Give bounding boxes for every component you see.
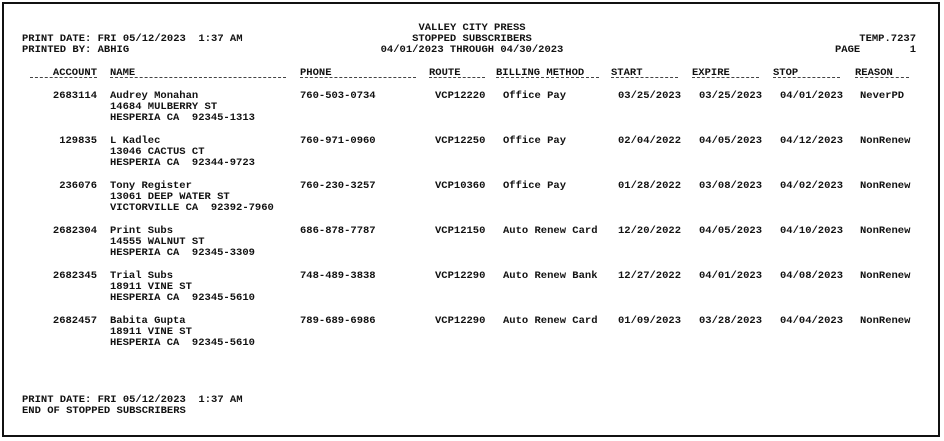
table-row [0,180,944,224]
street-cell: 13061 DEEP WATER ST [110,191,230,203]
reason-cell: NonRenew [860,225,911,237]
col-account: ACCOUNT [52,67,97,79]
stop-cell: 04/02/2023 [780,180,844,192]
street-cell: 18911 VINE ST [110,326,192,338]
billing-cell: Office Pay [503,180,567,192]
name-cell: Babita Gupta [110,315,186,327]
col-reason: REASON [855,67,893,79]
col-underline [692,77,759,78]
route-cell: VCP10360 [435,180,486,192]
name-cell: Audrey Monahan [110,90,199,102]
street-cell: 14555 WALNUT ST [110,236,205,248]
account-cell: 2683114 [52,90,97,102]
phone-cell: 760-503-0734 [300,90,376,102]
route-cell: VCP12290 [435,270,486,282]
page-number: 1 [909,44,916,56]
billing-cell: Auto Renew Card [503,225,598,237]
phone-cell: 760-971-0960 [300,135,376,147]
phone-cell: 789-689-6986 [300,315,376,327]
city-cell: HESPERIA CA 92345-1313 [110,112,255,124]
name-cell: Trial Subs [110,270,174,282]
col-phone: PHONE [300,67,332,79]
stop-cell: 04/04/2023 [780,315,844,327]
col-route: ROUTE [429,67,461,79]
stop-cell: 04/12/2023 [780,135,844,147]
col-underline [855,77,909,78]
col-start: START [611,67,643,79]
city-cell: HESPERIA CA 92345-3309 [110,247,255,259]
start-cell: 01/09/2023 [618,315,682,327]
col-underline [429,77,485,78]
street-cell: 18911 VINE ST [110,281,192,293]
template-id: TEMP.7237 [859,33,916,45]
phone-cell: 748-489-3838 [300,270,376,282]
account-cell: 2682457 [52,315,97,327]
col-name: NAME [110,67,136,79]
col-underline [30,77,97,78]
start-cell: 12/20/2022 [618,225,682,237]
street-cell: 13046 CACTUS CT [110,146,205,158]
account-cell: 129835 [59,135,97,147]
account-cell: 236076 [59,180,97,192]
route-cell: VCP12290 [435,315,486,327]
footer-end-line: END OF STOPPED SUBSCRIBERS [22,405,186,417]
stop-cell: 04/08/2023 [780,270,844,282]
col-underline [773,77,840,78]
reason-cell: NeverPD [860,90,905,102]
expire-cell: 04/05/2023 [699,225,763,237]
billing-cell: Auto Renew Card [503,315,598,327]
table-row [0,225,944,269]
col-underline [496,77,599,78]
col-underline [300,77,416,78]
start-cell: 02/04/2022 [618,135,682,147]
start-cell: 12/27/2022 [618,270,682,282]
account-cell: 2682345 [52,270,97,282]
billing-cell: Office Pay [503,135,567,147]
street-cell: 14684 MULBERRY ST [110,101,218,113]
billing-cell: Auto Renew Bank [503,270,598,282]
phone-cell: 760-230-3257 [300,180,376,192]
col-billing: BILLING METHOD [496,67,585,79]
col-underline [611,77,678,78]
expire-cell: 04/01/2023 [699,270,763,282]
expire-cell: 03/25/2023 [699,90,763,102]
printed-by: PRINTED BY: ABHIG [22,44,130,56]
city-cell: VICTORVILLE CA 92392-7960 [110,202,274,214]
print-date: PRINT DATE: FRI 05/12/2023 1:37 AM [22,33,243,45]
start-cell: 03/25/2023 [618,90,682,102]
account-cell: 2682304 [52,225,97,237]
billing-cell: Office Pay [503,90,567,102]
expire-cell: 03/08/2023 [699,180,763,192]
report-subtitle: STOPPED SUBSCRIBERS [412,33,532,45]
report-title: VALLEY CITY PRESS [418,22,526,34]
reason-cell: NonRenew [860,315,911,327]
reason-cell: NonRenew [860,270,911,282]
city-cell: HESPERIA CA 92344-9723 [110,157,255,169]
route-cell: VCP12150 [435,225,486,237]
expire-cell: 03/28/2023 [699,315,763,327]
name-cell: L Kadlec [110,135,161,147]
name-cell: Print Subs [110,225,174,237]
route-cell: VCP12250 [435,135,486,147]
start-cell: 01/28/2022 [618,180,682,192]
table-row [0,270,944,314]
reason-cell: NonRenew [860,135,911,147]
table-row [0,135,944,179]
route-cell: VCP12220 [435,90,486,102]
col-underline [110,77,286,78]
city-cell: HESPERIA CA 92345-5610 [110,337,255,349]
name-cell: Tony Register [110,180,192,192]
date-range: 04/01/2023 THROUGH 04/30/2023 [380,44,564,56]
phone-cell: 686-878-7787 [300,225,376,237]
page-label: PAGE [835,44,861,56]
table-row [0,315,944,359]
col-stop: STOP [773,67,799,79]
table-row [0,90,944,134]
expire-cell: 04/05/2023 [699,135,763,147]
stop-cell: 04/10/2023 [780,225,844,237]
stop-cell: 04/01/2023 [780,90,844,102]
footer-print-date: PRINT DATE: FRI 05/12/2023 1:37 AM [22,394,243,406]
reason-cell: NonRenew [860,180,911,192]
city-cell: HESPERIA CA 92345-5610 [110,292,255,304]
col-expire: EXPIRE [692,67,730,79]
